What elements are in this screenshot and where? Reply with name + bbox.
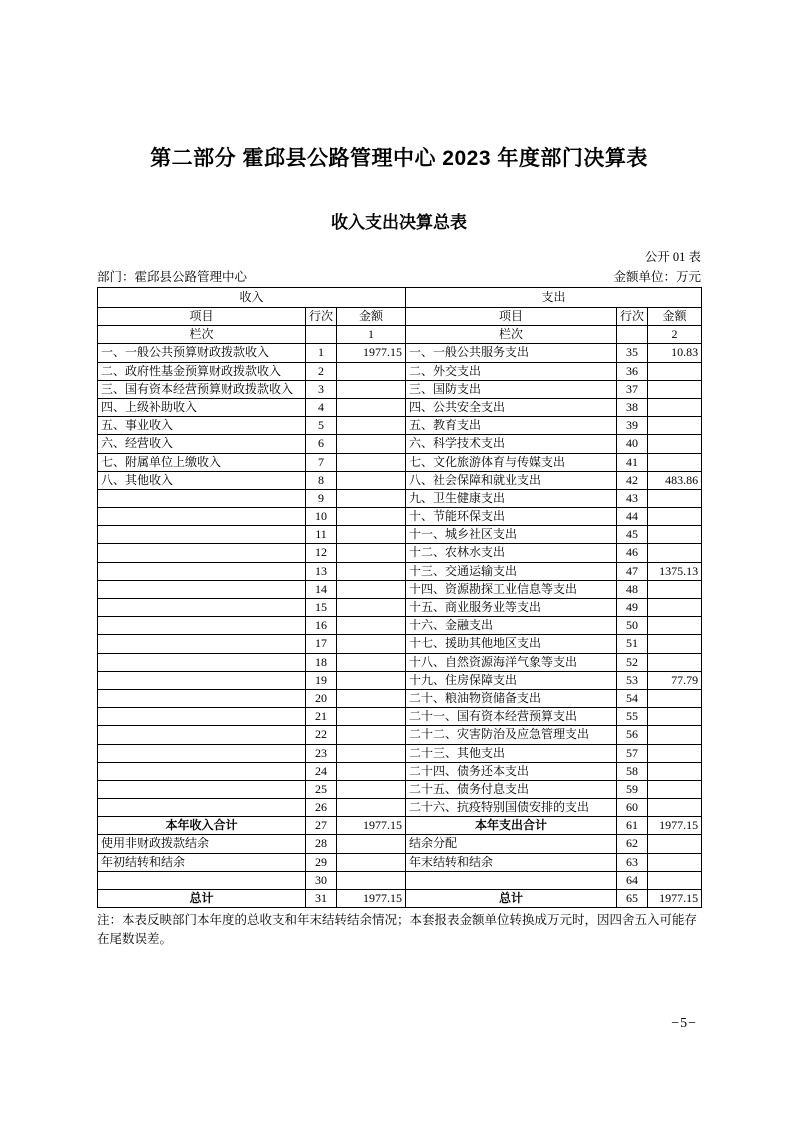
- expenditure-amount-cell: [648, 417, 702, 435]
- expenditure-amount-cell: [648, 635, 702, 653]
- table-row: [98, 435, 702, 453]
- income-amount-cell: 1977.15: [337, 344, 406, 362]
- table-row: [98, 599, 702, 617]
- expenditure-line-cell: 62: [617, 835, 648, 853]
- income-amount-cell: [337, 562, 406, 580]
- table-row: [98, 344, 702, 362]
- expenditure-amount-cell: [648, 689, 702, 707]
- table-row: [98, 526, 702, 544]
- expenditure-line-cell: 55: [617, 708, 648, 726]
- expenditure-item-cell: 七、文化旅游体育与传媒支出: [406, 453, 617, 471]
- income-item-cell: [98, 726, 306, 744]
- income-line-cell: 27: [306, 817, 337, 835]
- income-line-cell: 3: [306, 380, 337, 398]
- expenditure-line-cell: 49: [617, 599, 648, 617]
- expenditure-amount-cell: [648, 380, 702, 398]
- income-line-cell: 31: [306, 890, 337, 908]
- expenditure-amount-cell: [648, 835, 702, 853]
- table-header: [98, 288, 702, 344]
- table-row: [98, 835, 702, 853]
- income-item-cell: [98, 580, 306, 598]
- expenditure-item-cell: 十三、交通运输支出: [406, 562, 617, 580]
- table-body: [98, 344, 702, 908]
- expenditure-item-cell: 二十四、债务还本支出: [406, 762, 617, 780]
- income-line-cell: 16: [306, 617, 337, 635]
- income-line-cell: 21: [306, 708, 337, 726]
- income-line-cell: 6: [306, 435, 337, 453]
- income-amount-cell: [337, 635, 406, 653]
- income-line-header: 行次: [306, 308, 337, 326]
- table-row: [98, 508, 702, 526]
- income-amount-cell: [337, 453, 406, 471]
- expenditure-line-cell: 63: [617, 853, 648, 871]
- income-line-cell: 25: [306, 780, 337, 798]
- sheet-label: 公开 01 表: [644, 250, 701, 264]
- income-item-cell: [98, 544, 306, 562]
- expenditure-line-blank: [617, 326, 648, 344]
- income-item-cell: [98, 671, 306, 689]
- income-item-cell: 一、一般公共预算财政拨款收入: [98, 344, 306, 362]
- expenditure-item-cell: 二、外交支出: [406, 362, 617, 380]
- income-amount-cell: [337, 799, 406, 817]
- income-line-cell: 18: [306, 653, 337, 671]
- income-amount-cell: [337, 526, 406, 544]
- table-row: [98, 653, 702, 671]
- expenditure-amount-cell: [648, 453, 702, 471]
- expenditure-amount-cell: 483.86: [648, 471, 702, 489]
- income-amount-cell: [337, 871, 406, 889]
- expenditure-amount-cell: 77.79: [648, 671, 702, 689]
- expenditure-item-header: 项目: [406, 308, 617, 326]
- income-line-cell: 5: [306, 417, 337, 435]
- table-row: [98, 671, 702, 689]
- section-header-row: [98, 288, 702, 308]
- page-number: −5−: [671, 1016, 697, 1031]
- income-item-cell: 五、事业收入: [98, 417, 306, 435]
- income-amount-cell: [337, 508, 406, 526]
- expenditure-item-cell: 二十五、债务付息支出: [406, 780, 617, 798]
- expenditure-line-cell: 44: [617, 508, 648, 526]
- budget-table: [97, 287, 702, 908]
- income-line-cell: 15: [306, 599, 337, 617]
- income-amount-cell: [337, 835, 406, 853]
- expenditure-section-header: 支出: [406, 288, 702, 308]
- income-amount-header: 金额: [337, 308, 406, 326]
- expenditure-line-cell: 46: [617, 544, 648, 562]
- expenditure-item-cell: 二十一、国有资本经营预算支出: [406, 708, 617, 726]
- expenditure-item-cell: 十六、金融支出: [406, 617, 617, 635]
- table-row: [98, 489, 702, 507]
- income-amount-cell: [337, 580, 406, 598]
- income-item-cell: [98, 689, 306, 707]
- table-row: [98, 362, 702, 380]
- table-row: [98, 689, 702, 707]
- income-column-number: 1: [337, 326, 406, 344]
- expenditure-item-cell: 总计: [406, 890, 617, 908]
- expenditure-column-number: 2: [648, 326, 702, 344]
- income-line-cell: 28: [306, 835, 337, 853]
- expenditure-item-cell: 五、教育支出: [406, 417, 617, 435]
- expenditure-item-cell: 二十、粮油物资储备支出: [406, 689, 617, 707]
- income-item-cell: [98, 508, 306, 526]
- table-row: [98, 853, 702, 871]
- table-row: [98, 580, 702, 598]
- expenditure-amount-cell: [648, 398, 702, 416]
- expenditure-item-cell: 本年支出合计: [406, 817, 617, 835]
- expenditure-item-cell: 十五、商业服务业等支出: [406, 599, 617, 617]
- expenditure-amount-cell: [648, 871, 702, 889]
- department-label: 部门：霍邱县公路管理中心: [97, 270, 248, 284]
- income-item-cell: 四、上级补助收入: [98, 398, 306, 416]
- income-amount-cell: [337, 762, 406, 780]
- expenditure-amount-cell: [648, 489, 702, 507]
- expenditure-item-cell: 十二、农林水支出: [406, 544, 617, 562]
- expenditure-line-cell: 36: [617, 362, 648, 380]
- income-amount-cell: [337, 780, 406, 798]
- expenditure-item-cell: 三、国防支出: [406, 380, 617, 398]
- income-amount-cell: [337, 435, 406, 453]
- expenditure-line-cell: 58: [617, 762, 648, 780]
- income-amount-cell: [337, 599, 406, 617]
- table-row: [98, 799, 702, 817]
- income-line-cell: 20: [306, 689, 337, 707]
- expenditure-item-cell: 十一、城乡社区支出: [406, 526, 617, 544]
- expenditure-line-cell: 56: [617, 726, 648, 744]
- income-item-cell: [98, 635, 306, 653]
- table-row: [98, 744, 702, 762]
- table-row: [98, 817, 702, 835]
- expenditure-item-cell: 十、节能环保支出: [406, 508, 617, 526]
- income-amount-cell: 1977.15: [337, 890, 406, 908]
- expenditure-line-cell: 51: [617, 635, 648, 653]
- expenditure-line-cell: 65: [617, 890, 648, 908]
- income-line-cell: 29: [306, 853, 337, 871]
- income-item-cell: [98, 708, 306, 726]
- expenditure-amount-cell: [648, 780, 702, 798]
- expenditure-line-cell: 45: [617, 526, 648, 544]
- table-row: [98, 635, 702, 653]
- expenditure-line-cell: 53: [617, 671, 648, 689]
- income-item-cell: 本年收入合计: [98, 817, 306, 835]
- income-item-cell: 八、其他收入: [98, 471, 306, 489]
- income-item-cell: 二、政府性基金预算财政拨款收入: [98, 362, 306, 380]
- column-header-row: [98, 308, 702, 326]
- income-amount-cell: [337, 489, 406, 507]
- income-item-cell: [98, 617, 306, 635]
- income-amount-cell: [337, 471, 406, 489]
- table-title: 收入支出决算总表: [331, 213, 467, 232]
- expenditure-item-cell: 十四、资源勘探工业信息等支出: [406, 580, 617, 598]
- expenditure-item-cell: 十七、援助其他地区支出: [406, 635, 617, 653]
- expenditure-line-cell: 54: [617, 689, 648, 707]
- income-item-cell: 七、附属单位上缴收入: [98, 453, 306, 471]
- expenditure-line-cell: 52: [617, 653, 648, 671]
- income-line-cell: 8: [306, 471, 337, 489]
- income-item-cell: [98, 780, 306, 798]
- income-line-cell: 13: [306, 562, 337, 580]
- expenditure-line-cell: 48: [617, 580, 648, 598]
- income-amount-cell: [337, 708, 406, 726]
- income-line-cell: 17: [306, 635, 337, 653]
- income-amount-cell: [337, 689, 406, 707]
- table-row: [98, 471, 702, 489]
- expenditure-item-cell: 四、公共安全支出: [406, 398, 617, 416]
- expenditure-line-cell: 37: [617, 380, 648, 398]
- page-content: [97, 0, 701, 949]
- expenditure-amount-cell: [648, 853, 702, 871]
- expenditure-line-cell: 35: [617, 344, 648, 362]
- expenditure-line-cell: 40: [617, 435, 648, 453]
- expenditure-amount-cell: [648, 726, 702, 744]
- income-line-cell: 30: [306, 871, 337, 889]
- expenditure-line-cell: 47: [617, 562, 648, 580]
- expenditure-item-cell: 十九、住房保障支出: [406, 671, 617, 689]
- income-line-cell: 24: [306, 762, 337, 780]
- income-item-cell: 年初结转和结余: [98, 853, 306, 871]
- income-item-cell: [98, 762, 306, 780]
- table-note: 注：本表反映部门本年度的总收支和年末结转结余情况；本套报表金额单位转换成万元时，因四舍五入可能存在尾数误差。: [97, 913, 698, 946]
- expenditure-item-cell: 二十六、抗疫特别国债安排的支出: [406, 799, 617, 817]
- income-amount-cell: 1977.15: [337, 817, 406, 835]
- table-row: [98, 562, 702, 580]
- income-item-cell: 三、国有资本经营预算财政拨款收入: [98, 380, 306, 398]
- table-row: [98, 417, 702, 435]
- table-row: [98, 726, 702, 744]
- income-amount-cell: [337, 417, 406, 435]
- expenditure-amount-cell: [648, 526, 702, 544]
- income-amount-cell: [337, 726, 406, 744]
- expenditure-item-cell: 二十三、其他支出: [406, 744, 617, 762]
- expenditure-item-cell: 结余分配: [406, 835, 617, 853]
- table-row: [98, 398, 702, 416]
- expenditure-item-cell: 六、科学技术支出: [406, 435, 617, 453]
- income-column-label: 栏次: [98, 326, 306, 344]
- income-item-cell: [98, 526, 306, 544]
- expenditure-amount-cell: [648, 544, 702, 562]
- income-section-header: 收入: [98, 288, 406, 308]
- expenditure-amount-cell: [648, 508, 702, 526]
- income-amount-cell: [337, 653, 406, 671]
- income-item-cell: [98, 562, 306, 580]
- income-line-cell: 4: [306, 398, 337, 416]
- expenditure-amount-cell: 10.83: [648, 344, 702, 362]
- income-item-cell: [98, 744, 306, 762]
- income-amount-cell: [337, 544, 406, 562]
- expenditure-item-cell: 一、一般公共服务支出: [406, 344, 617, 362]
- column-index-row: [98, 326, 702, 344]
- expenditure-item-cell: 八、社会保障和就业支出: [406, 471, 617, 489]
- income-amount-cell: [337, 380, 406, 398]
- income-amount-cell: [337, 617, 406, 635]
- expenditure-amount-cell: [648, 362, 702, 380]
- expenditure-line-cell: 42: [617, 471, 648, 489]
- income-amount-cell: [337, 398, 406, 416]
- income-line-cell: 11: [306, 526, 337, 544]
- expenditure-amount-cell: 1977.15: [648, 890, 702, 908]
- table-row: [98, 871, 702, 889]
- expenditure-line-cell: 64: [617, 871, 648, 889]
- expenditure-amount-cell: [648, 580, 702, 598]
- income-item-header: 项目: [98, 308, 306, 326]
- expenditure-amount-cell: [648, 744, 702, 762]
- expenditure-line-cell: 57: [617, 744, 648, 762]
- expenditure-amount-cell: [648, 708, 702, 726]
- expenditure-item-cell: [406, 871, 617, 889]
- income-line-blank: [306, 326, 337, 344]
- income-line-cell: 1: [306, 344, 337, 362]
- income-line-cell: 12: [306, 544, 337, 562]
- income-line-cell: 23: [306, 744, 337, 762]
- expenditure-line-cell: 41: [617, 453, 648, 471]
- expenditure-amount-cell: [648, 599, 702, 617]
- expenditure-line-cell: 38: [617, 398, 648, 416]
- table-row: [98, 544, 702, 562]
- income-line-cell: 14: [306, 580, 337, 598]
- expenditure-line-header: 行次: [617, 308, 648, 326]
- table-row: [98, 762, 702, 780]
- income-line-cell: 7: [306, 453, 337, 471]
- expenditure-line-cell: 39: [617, 417, 648, 435]
- expenditure-item-cell: 十八、自然资源海洋气象等支出: [406, 653, 617, 671]
- expenditure-amount-cell: 1375.13: [648, 562, 702, 580]
- income-amount-cell: [337, 671, 406, 689]
- table-row: [98, 617, 702, 635]
- expenditure-line-cell: 50: [617, 617, 648, 635]
- expenditure-amount-cell: [648, 799, 702, 817]
- income-amount-cell: [337, 362, 406, 380]
- document-title: 第二部分 霍邱县公路管理中心 2023 年度部门决算表: [150, 147, 648, 170]
- expenditure-amount-cell: 1977.15: [648, 817, 702, 835]
- expenditure-line-cell: 43: [617, 489, 648, 507]
- income-item-cell: [98, 489, 306, 507]
- meta-row: [97, 267, 701, 285]
- expenditure-line-cell: 59: [617, 780, 648, 798]
- income-item-cell: [98, 599, 306, 617]
- income-item-cell: [98, 653, 306, 671]
- income-item-cell: [98, 871, 306, 889]
- expenditure-amount-cell: [648, 762, 702, 780]
- expenditure-item-cell: 二十二、灾害防治及应急管理支出: [406, 726, 617, 744]
- expenditure-item-cell: 年末结转和结余: [406, 853, 617, 871]
- expenditure-amount-cell: [648, 653, 702, 671]
- income-line-cell: 10: [306, 508, 337, 526]
- expenditure-amount-cell: [648, 617, 702, 635]
- income-item-cell: 六、经营收入: [98, 435, 306, 453]
- income-item-cell: 总计: [98, 890, 306, 908]
- income-amount-cell: [337, 853, 406, 871]
- table-row: [98, 453, 702, 471]
- expenditure-line-cell: 60: [617, 799, 648, 817]
- expenditure-line-cell: 61: [617, 817, 648, 835]
- table-row: [98, 708, 702, 726]
- unit-label: 金额单位：万元: [613, 270, 701, 284]
- income-amount-cell: [337, 744, 406, 762]
- table-row: [98, 890, 702, 908]
- expenditure-amount-cell: [648, 435, 702, 453]
- income-line-cell: 2: [306, 362, 337, 380]
- expenditure-amount-header: 金额: [648, 308, 702, 326]
- table-row: [98, 780, 702, 798]
- income-line-cell: 9: [306, 489, 337, 507]
- expenditure-item-cell: 九、卫生健康支出: [406, 489, 617, 507]
- income-line-cell: 22: [306, 726, 337, 744]
- income-line-cell: 19: [306, 671, 337, 689]
- table-row: [98, 380, 702, 398]
- expenditure-column-label: 栏次: [406, 326, 617, 344]
- income-item-cell: [98, 799, 306, 817]
- income-item-cell: 使用非财政拨款结余: [98, 835, 306, 853]
- income-line-cell: 26: [306, 799, 337, 817]
